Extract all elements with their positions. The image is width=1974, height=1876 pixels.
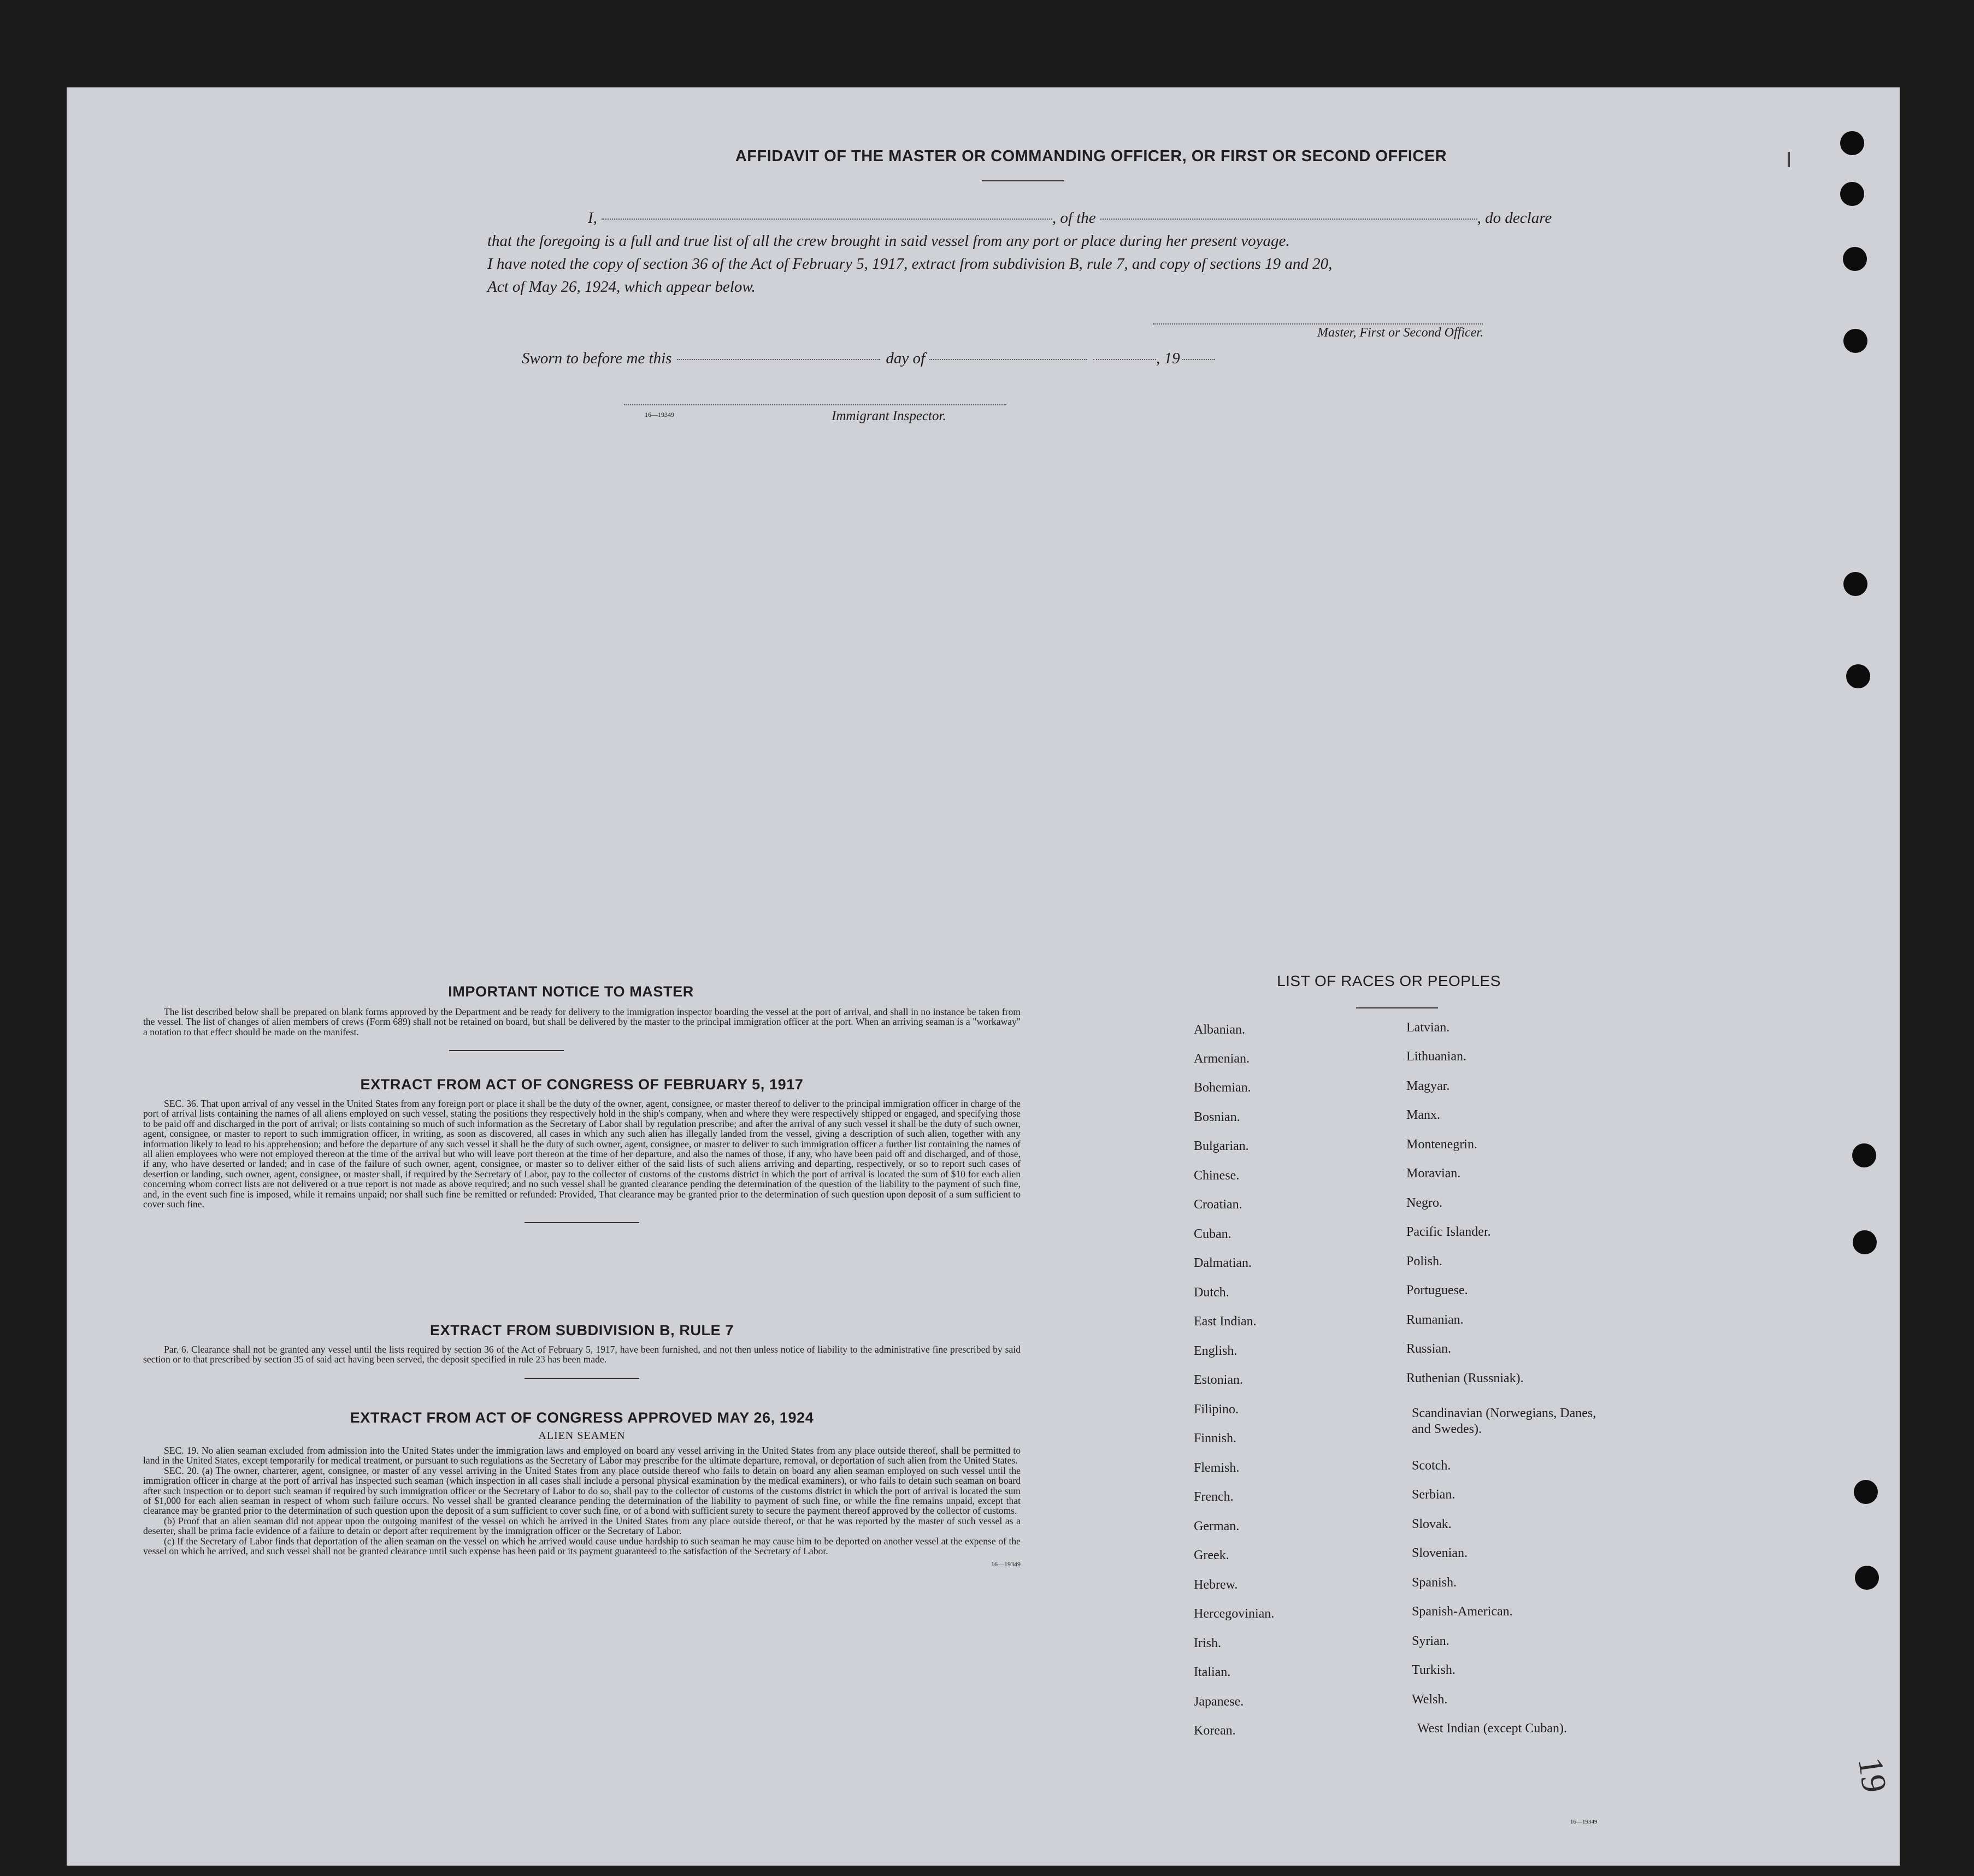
race-item: Polish. [1406,1254,1443,1269]
race-item: Filipino. [1194,1402,1239,1417]
sec19-text: SEC. 19. No alien seaman excluded from admission into the United States under the immigration laws and employed on board any vessel arriving in the United States from any place outside thereof, shall be permitted to land in the United States, except temporarily for medical treatment, or pursuant to such regulations as the Secretary of Labor may prescribe for the ultimate departure, removal, or deportation of such alien from the United States. [143,1445,1021,1466]
race-item: Ruthenian (Russniak). [1406,1371,1524,1385]
binder-hole [1843,329,1867,353]
handwritten-page-number: 19 [1851,1755,1895,1795]
race-item: Portuguese. [1406,1283,1468,1297]
master-name-field[interactable] [602,219,1052,220]
extract-1924-section [143,1409,1021,1568]
form-number: 16—19349 [645,411,674,418]
race-item: Scandinavian (Norwegians, Danes, and Swedes). [1412,1406,1596,1436]
section-divider [525,1222,639,1223]
race-item: Montenegrin. [1406,1137,1477,1152]
extract-rule7-title: EXTRACT FROM SUBDIVISION B, RULE 7 [430,1322,734,1338]
vessel-name-field[interactable] [1100,219,1477,220]
sec20c-text: (c) If the Secretary of Labor finds that deportation of the alien seaman on the vessel on which he arrived would cause undue hardship to such seaman he may cause him to be deported on another vessel at the expense of the vessel on which he arrived, and such vessel shall not be granted clearance until such expense has been paid or its payment guaranteed to the satisfaction of the Secretary of Labor. [143,1535,1021,1557]
race-item: Hebrew. [1194,1578,1238,1592]
form-number: 16—19349 [991,1560,1021,1568]
race-item: Serbian. [1412,1488,1456,1502]
signature-caption: Master, First or Second Officer. [1317,326,1483,340]
race-item: Dutch. [1194,1285,1229,1300]
affidavit-line-3: I have noted the copy of section 36 of the Act of February 5, 1917, extract from subdivision B, rule 7, and copy of sections 19 and 20, [487,255,1333,273]
race-item: German. [1194,1519,1240,1533]
form-number: 16—19349 [1570,1819,1598,1825]
binder-hole [1840,131,1864,155]
race-item: Greek. [1194,1548,1229,1562]
sworn-day-label: day of [886,350,926,367]
sworn-extra-field[interactable] [1093,359,1156,360]
affidavit-i: I, [588,209,597,227]
race-item: Turkish. [1412,1663,1456,1677]
races-title: LIST OF RACES OR PEOPLES [1277,972,1501,989]
race-item: Estonian. [1194,1373,1243,1387]
document-sheet [67,87,1900,1866]
binder-hole [1843,572,1867,596]
affidavit-title: AFFIDAVIT OF THE MASTER OR COMMANDING OFFICER, OR FIRST OR SECOND OFFICER [735,148,1447,165]
extract-rule7-text: Par. 6. Clearance shall not be granted any vessel until the lists required by section 36 of the Act of February 5, 1917, have been furnished, and not then unless notice of liability to the administrative fine prescribed by said section or to that prescribed by section 35 of said act having been served, the deposit specified in rule 23 has been made. [143,1344,1021,1365]
race-item: Armenian. [1194,1052,1250,1066]
race-item: Spanish. [1412,1576,1457,1590]
race-item: West Indian (except Cuban). [1417,1721,1567,1736]
sworn-label: Sworn to before me this [522,350,672,367]
race-item: Moravian. [1406,1166,1461,1181]
affidavit-of-the: , of the [1052,209,1096,227]
sec20a-text: SEC. 20. (a) The owner, charterer, agent, consignee, or master of any vessel arriving in the United States from any place outside thereof who fails to detain on board any alien seaman employed on such vessel until the immigration officer in charge at the port of arrival has inspected such seaman (which inspection in all cases shall include a personal physical examination by the medical examiners), or who fails to detain such seaman on board after such inspection or to deport such seaman if required by such immigration officer or the Secretary of Labor to do so, shall pay to the collector of customs of the customs district in which the port of arrival is located the sum of $1,000 for each alien seaman in respect of whom such failure occurs. No vessel shall be granted clearance pending the determination of the liability to payment of such fine, or while the fine remains unpaid, except that clearance may be granted prior to the determination of such question upon the deposit of a sum sufficient to cover such fine, or of a bond with sufficient surety to secure the payment thereof approved by the collector of customs. [143,1465,1021,1517]
extract-1917-section [143,1076,1021,1223]
sworn-month-field[interactable] [929,359,1087,360]
race-item: Syrian. [1412,1634,1449,1648]
notice-text: The list described below shall be prepared on blank forms approved by the Department and be ready for delivery to the immigration inspector boarding the vessel at the port of arrival, and shall in no instance be taken from the vessel. The list of changes of alien members of crews (Form 689) shall not be retained on board, but shall be delivered by the master to the principal immigration officer at the port. When an arriving seaman is a "workaway" a notation to that effect should be made on the manifest. [143,1006,1021,1037]
race-item: Slovak. [1412,1517,1452,1531]
race-item: Irish. [1194,1636,1221,1650]
inspector-signature-field[interactable] [624,404,1006,405]
binder-hole [1855,1566,1879,1590]
section-divider [449,1050,564,1051]
affidavit-line-2: that the foregoing is a full and true list of all the crew brought in said vessel from any port or place during her present voyage. [487,232,1290,250]
sworn-year-field[interactable] [1182,359,1215,360]
signature-field[interactable] [1153,323,1483,325]
binder-hole [1840,182,1864,206]
binder-hole [1853,1230,1877,1254]
race-item: Korean. [1194,1724,1236,1738]
race-item: Flemish. [1194,1461,1240,1475]
affidavit-line-4: Act of May 26, 1924, which appear below. [487,278,756,296]
extract-1924-title: EXTRACT FROM ACT OF CONGRESS APPROVED MAY 26, 1924 [350,1409,814,1426]
race-item: Hercegovinian. [1194,1607,1275,1621]
race-item: Bohemian. [1194,1081,1251,1095]
extract-1924-subtitle: ALIEN SEAMEN [538,1430,626,1442]
extract-1917-text: SEC. 36. That upon arrival of any vessel in the United States from any foreign port or place it shall be the duty of the owner, agent, consignee, or master thereof to deliver to the principal immigration officer in charge of the port of arrival lists containing the names of all aliens employed on such vessel, stating the positions they respectively hold in the ship's company, when and where they were respectively shipped or engaged, and specifying those to be paid off and discharged in the port of arrival; or lists containing so much of such information as the Secretary of Labor shall by regulation prescribe; and after the arrival of any such vessel it shall be the duty of such owner, agent, consignee, or master to report to such immigration officer, in writing, as soon as discovered, all cases in which any such alien has illegally landed from the vessel, giving a description of such alien, together with any information likely to lead to his apprehension; and before the departure of any such vessel it shall be the duty of such owner, agent, consignee, or master to deliver to such immigration officer a further list containing the names of all alien employees who were not employed thereon at the time of the arrival but who will leave port thereon at the time of her departure, and also the names of those, if any, who have been paid off and discharged, and of those, if any, who have deserted or landed; and in case of the failure of such owner, agent, consignee, or master so to deliver either of the said lists of such aliens arriving and departing, respectively, or so to report such cases of desertion or landing, such owner, agent, consignee, or master shall, if required by the Secretary of Labor, pay to the collector of customs of the customs district in which the port of arrival is located the sum of $10 for each alien concerning whom correct lists are not delivered or a true report is not made as above required; and no such vessel shall be granted clearance pending the determination of the question of the liability to the payment of such fine, and, in the event such fine is imposed, while it remains unpaid; nor shall such fine be remitted or refunded: Provided, That clearance may be granted prior to the determination of such question upon deposit of a sum sufficient to cover such fine. [143,1098,1021,1210]
sworn-day-field[interactable] [677,359,880,360]
race-item: Welsh. [1412,1692,1448,1707]
binder-hole [1846,664,1870,688]
binder-hole [1854,1480,1878,1504]
section-divider [525,1378,639,1379]
sworn-line [522,350,1215,368]
race-item: Magyar. [1406,1079,1450,1093]
race-item: Scotch. [1412,1459,1451,1473]
sworn-year-label: , 19 [1156,350,1180,367]
race-item: Russian. [1406,1342,1452,1356]
binder-hole [1852,1143,1876,1167]
notice-title: IMPORTANT NOTICE TO MASTER [448,983,694,1000]
inspector-caption: Immigrant Inspector. [832,409,946,423]
race-item: Manx. [1406,1108,1440,1122]
race-item: Latvian. [1406,1020,1450,1035]
extract-rule7-section [143,1322,1021,1379]
title-rule [982,180,1064,181]
extract-1917-title: EXTRACT FROM ACT OF CONGRESS OF FEBRUARY 5, 1917 [360,1076,804,1093]
race-item: Dalmatian. [1194,1256,1252,1270]
race-item: Bosnian. [1194,1110,1240,1124]
race-item: Albanian. [1194,1023,1245,1037]
race-item: Croatian. [1194,1197,1242,1212]
race-item: Pacific Islander. [1406,1225,1491,1239]
race-item: Japanese. [1194,1695,1244,1709]
affidavit-body [487,207,1575,298]
race-item: Cuban. [1194,1227,1231,1241]
affidavit-declare: , do declare [1477,209,1552,227]
binder-hole [1843,247,1867,271]
race-item: English. [1194,1344,1238,1358]
affidavit-line-1 [487,207,1575,229]
race-item: Finnish. [1194,1431,1237,1446]
race-item: Chinese. [1194,1169,1240,1183]
sec20b-text: (b) Proof that an alien seaman did not appear upon the outgoing manifest of the vessel on which he arrived in the United States from any place outside thereof, or that he was reported by the master of such vessel as a deserter, shall be prima facie evidence of a failure to detain or deport after requirement by the immigration officer or the Secretary of Labor. [143,1515,1021,1537]
notice-section [143,983,1021,1051]
race-item: Italian. [1194,1665,1231,1679]
race-item: French. [1194,1490,1234,1504]
race-item: Spanish-American. [1412,1604,1513,1619]
race-item: Bulgarian. [1194,1139,1249,1153]
race-item: Slovenian. [1412,1546,1468,1560]
race-item: Rumanian. [1406,1313,1464,1327]
race-item: Lithuanian. [1406,1049,1466,1064]
races-title-rule [1356,1007,1438,1008]
race-item: Negro. [1406,1196,1442,1210]
race-item: East Indian. [1194,1314,1257,1329]
margin-mark [1788,152,1790,167]
